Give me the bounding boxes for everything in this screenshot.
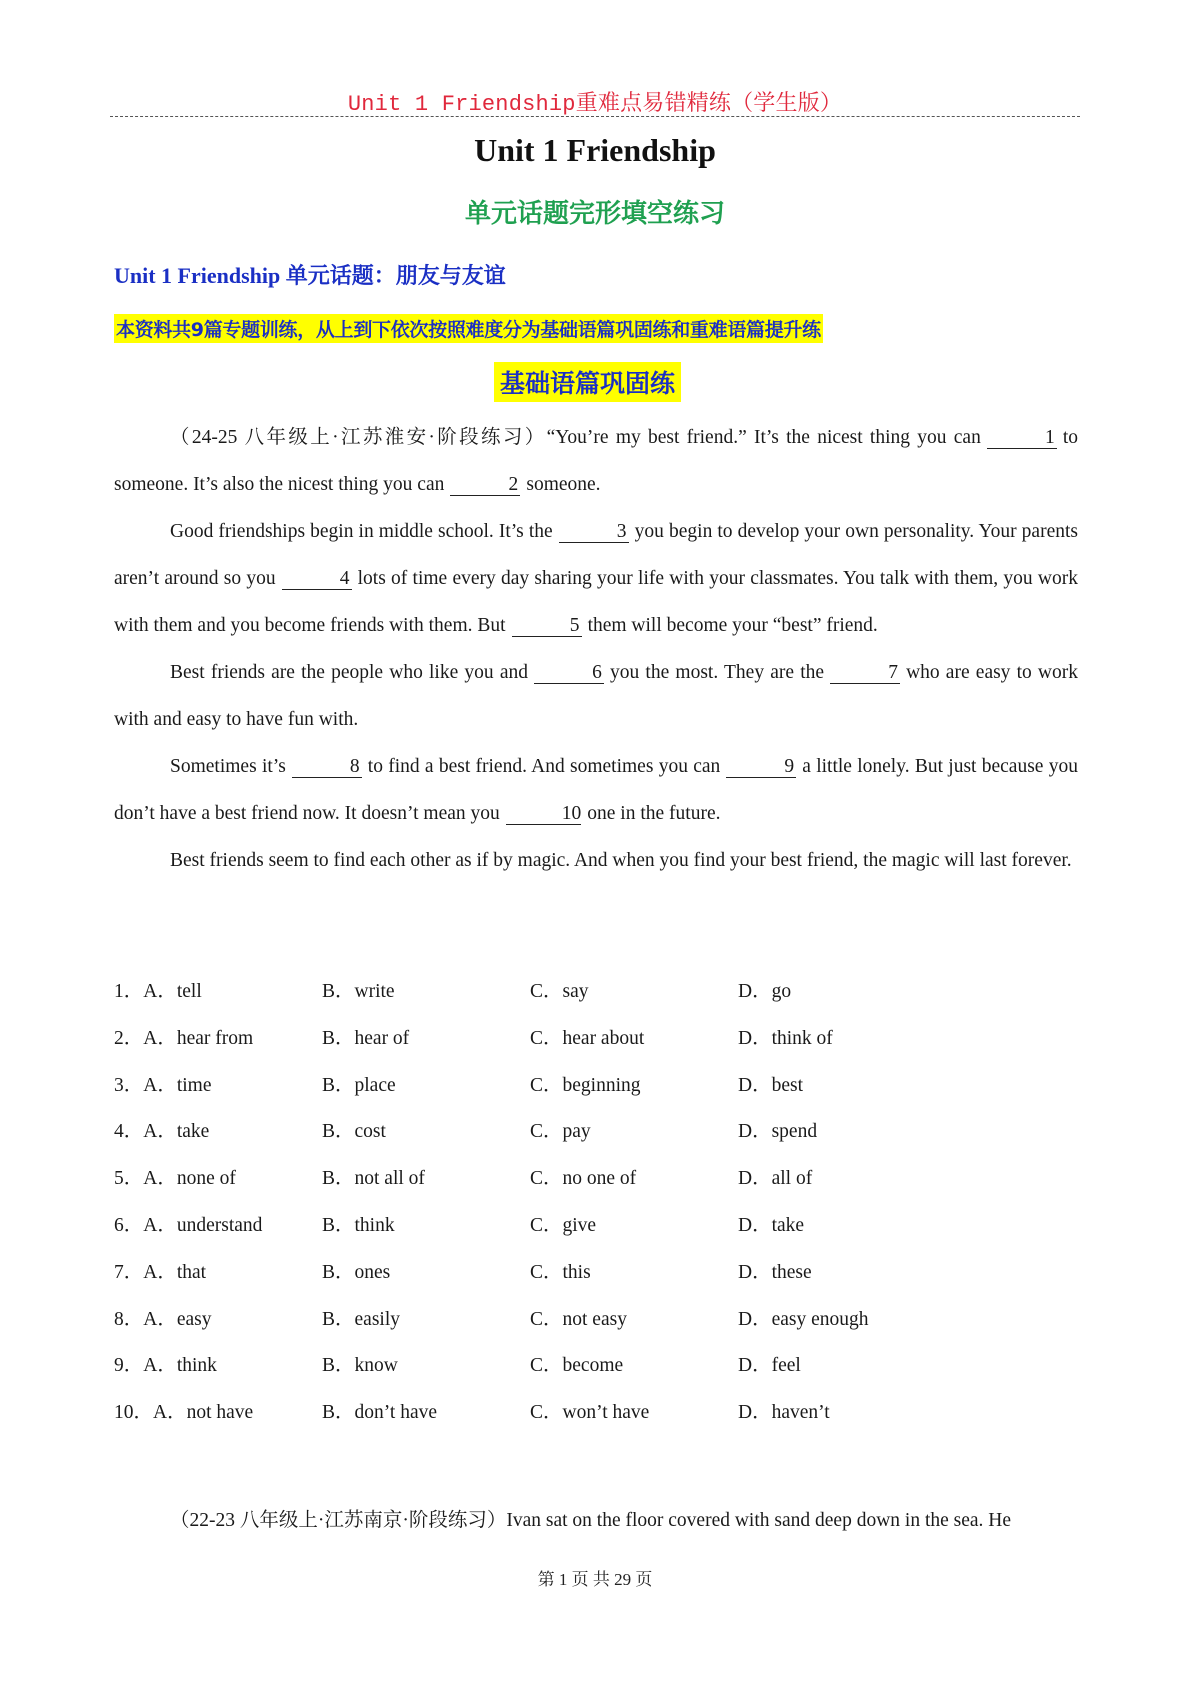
option-row-7 [114, 1256, 1014, 1303]
option-b: B．easily [322, 1308, 400, 1330]
cloze-passage [114, 414, 1078, 884]
option-row-10 [114, 1396, 1014, 1443]
text: a little lonely. But just because you don’t have a best friend now. It doesn’t mean you [114, 756, 1078, 824]
text: Good friendships begin in middle school. It’s the [170, 521, 553, 542]
option-row-2 [114, 1022, 1014, 1069]
blank-9: 9 [726, 757, 796, 778]
option-row-4 [114, 1115, 1014, 1162]
option-row-8 [114, 1303, 1014, 1350]
basic-practice-heading: 基础语篇巩固练 [494, 362, 681, 402]
option-row-6 [114, 1209, 1014, 1256]
text: them will become your “best” friend. [587, 615, 878, 636]
option-c: C．become [530, 1355, 624, 1377]
option-b: B．know [322, 1355, 398, 1377]
option-a: 5．A．none of [114, 1168, 236, 1190]
option-a: 9．A．think [114, 1355, 217, 1377]
option-c: C．give [530, 1214, 597, 1236]
option-b: B．hear of [322, 1027, 410, 1049]
option-c: C．this [530, 1261, 591, 1283]
text: one in the future. [587, 803, 721, 824]
option-c: C．say [530, 981, 589, 1002]
option-c: C．won’t have [530, 1402, 650, 1424]
text: someone. [526, 474, 601, 495]
blank-1: 1 [987, 428, 1057, 449]
option-row-3 [114, 1069, 1014, 1116]
option-a: 1．A．tell [114, 981, 202, 1002]
blank-3: 3 [559, 522, 629, 543]
page-title: Unit 1 Friendship [474, 132, 716, 168]
option-b: B．don’t have [322, 1402, 438, 1424]
paragraph-5: Best friends seem to find each other as if by magic. And when you find your best friend, the magic will last forever. [170, 850, 1072, 871]
text: you the most. They are the [610, 662, 825, 683]
option-d: D．go [738, 981, 792, 1002]
option-a: 10．A．not have [114, 1402, 254, 1424]
option-b: B．ones [322, 1261, 391, 1283]
option-d: D．spend [738, 1121, 818, 1143]
text: to someone. It’s also the nicest thing you can [114, 427, 1078, 495]
paragraph-3 [114, 649, 1078, 743]
option-a: 4．A．take [114, 1121, 210, 1143]
option-b: B．place [322, 1074, 396, 1096]
option-a: 8．A．easy [114, 1308, 212, 1330]
text: who are easy to work with and easy to have fun with. [114, 662, 1079, 730]
option-row-5 [114, 1162, 1014, 1209]
page-footer: 第 1 页 共 29 页 [537, 1570, 653, 1589]
section-title: 单元话题完形填空练习 [464, 199, 725, 229]
blank-5: 5 [512, 616, 582, 637]
answer-options [114, 975, 1014, 1443]
blank-10: 10 [506, 804, 582, 825]
paragraph-1 [114, 414, 1078, 508]
option-a: 6．A．understand [114, 1214, 263, 1236]
text: （24-25 八年级上·江苏淮安·阶段练习）“You’re my best friend.” It’s the nicest thing you can [170, 427, 981, 448]
option-c: C．no one of [530, 1168, 637, 1190]
option-a: 7．A．that [114, 1261, 207, 1283]
option-b: B．cost [322, 1121, 386, 1143]
header-divider [110, 116, 1080, 117]
option-d: D．haven’t [738, 1402, 830, 1424]
text: you begin to develop your own personality. Your parents aren’t around so you [114, 521, 1078, 589]
blank-4: 4 [282, 569, 352, 590]
option-b: B．think [322, 1214, 395, 1236]
blank-8: 8 [292, 757, 362, 778]
option-b: B．not all of [322, 1168, 425, 1190]
option-a: 3．A．time [114, 1074, 212, 1096]
option-d: D．think of [738, 1027, 833, 1049]
option-d: D．best [738, 1074, 803, 1096]
text: lots of time every day sharing your life with your classmates. You talk with them, you work with them and you become friends with them. But [114, 568, 1078, 636]
intro-highlight: 本资料共9篇专题训练，从上到下依次按照难度分为基础语篇巩固练和重难语篇提升练 [114, 314, 823, 343]
option-d: D．these [738, 1261, 812, 1283]
next-passage-start: （22-23 八年级上·江苏南京·阶段练习）Ivan sat on the floor covered with sand deep down in the sea. He [170, 1510, 1012, 1531]
option-a: 2．A．hear from [114, 1027, 254, 1049]
option-c: C．not easy [530, 1308, 627, 1330]
paragraph-2 [114, 508, 1078, 649]
blank-7: 7 [830, 663, 900, 684]
blank-2: 2 [450, 475, 520, 496]
option-d: D．feel [738, 1355, 801, 1377]
option-row-1 [114, 975, 1014, 1022]
option-d: D．easy enough [738, 1308, 869, 1330]
option-c: C．hear about [530, 1027, 645, 1049]
text: Best friends are the people who like you and [170, 662, 528, 683]
option-d: D．all of [738, 1168, 813, 1190]
text: to find a best friend. And sometimes you can [367, 756, 721, 777]
unit-topic: Unit 1 Friendship 单元话题：朋友与友谊 [114, 263, 506, 288]
running-header: Unit 1 Friendship重难点易错精练（学生版） [347, 92, 843, 117]
option-b: B．write [322, 981, 395, 1002]
blank-6: 6 [534, 663, 604, 684]
option-row-9 [114, 1349, 1014, 1396]
option-c: C．beginning [530, 1074, 641, 1096]
paragraph-4 [114, 743, 1078, 837]
option-c: C．pay [530, 1121, 591, 1143]
text: Sometimes it’s [170, 756, 286, 777]
option-d: D．take [738, 1214, 805, 1236]
